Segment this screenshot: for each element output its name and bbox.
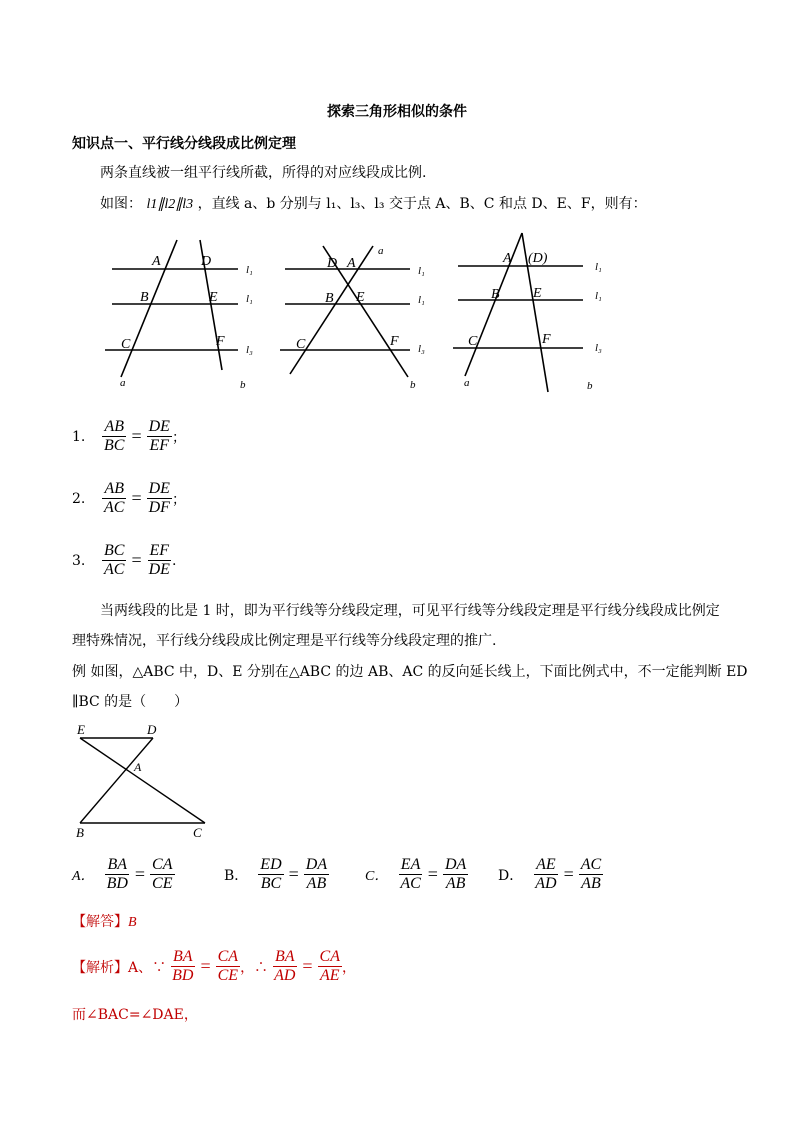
label-l3: l₃ bbox=[595, 342, 602, 354]
formula-2: 2. $\frac{AB}{AC}$ = $\frac{DE}{DF}$ ； bbox=[72, 480, 186, 516]
label-A: A bbox=[503, 251, 512, 266]
label-l2: l₁ bbox=[418, 294, 425, 306]
label-b: b bbox=[410, 379, 416, 391]
label-B: B bbox=[325, 291, 334, 306]
formula-3: 3. $\frac{BC}{AC}$ = $\frac{EF}{DE}$ . bbox=[72, 542, 177, 578]
label-l3: l₃ bbox=[418, 343, 425, 355]
label-F: F bbox=[216, 334, 225, 349]
analysis-tag: 【解析】 bbox=[72, 959, 128, 976]
formula-1: 1. $\frac{AB}{BC}$ = $\frac{DE}{EF}$ ； bbox=[72, 418, 186, 454]
label-D: D bbox=[201, 254, 212, 269]
example-line-1: 例 如图，△ABC 中，D、E 分别在△ABC 的边 AB、AC 的反向延长线上，下面比例式中，不一定能判断 ED bbox=[72, 664, 748, 680]
figure-intro-prefix: 如图： bbox=[100, 196, 142, 212]
label-F: F bbox=[542, 332, 551, 347]
analysis-prefix: A、∵ bbox=[128, 959, 167, 976]
label-B: B bbox=[491, 287, 500, 302]
label-l2: l₁ bbox=[595, 290, 602, 302]
example-label-A: A bbox=[134, 760, 142, 774]
page-title: 探索三角形相似的条件 bbox=[327, 104, 467, 120]
formula-number: 2. bbox=[72, 490, 86, 507]
label-E: E bbox=[533, 286, 542, 301]
fraction: $\frac{AB}{AC}$ bbox=[104, 480, 125, 516]
label-a: a bbox=[464, 377, 470, 389]
option-a: A． $\frac{BA}{BD}$ = $\frac{CA}{CE}$ bbox=[72, 856, 173, 892]
label-E: E bbox=[356, 290, 365, 305]
label-l3: l₃ bbox=[246, 344, 253, 356]
label-b: b bbox=[240, 379, 246, 391]
label-C: C bbox=[296, 337, 306, 352]
label-C: C bbox=[468, 334, 478, 349]
answer-line bbox=[72, 912, 137, 933]
section-heading: 知识点一、平行线分线段成比例定理 bbox=[72, 136, 296, 152]
example-label-C: C bbox=[193, 825, 202, 840]
example-label-B: B bbox=[76, 825, 84, 840]
fraction: $\frac{BC}{AC}$ bbox=[104, 542, 125, 578]
label-a: a bbox=[120, 377, 126, 389]
option-c: C． $\frac{EA}{AC}$ = $\frac{DA}{AB}$ bbox=[365, 856, 467, 892]
option-b: B． $\frac{ED}{BC}$ = $\frac{DA}{AB}$ bbox=[224, 856, 328, 892]
example-line-2: ∥BC 的是（ ） bbox=[72, 694, 189, 710]
example-label-E: E bbox=[77, 722, 85, 737]
label-F: F bbox=[390, 334, 399, 349]
label-A: A bbox=[347, 256, 356, 271]
fraction: $\frac{EF}{DE}$ bbox=[148, 542, 170, 578]
fraction: $\frac{DE}{EF}$ bbox=[148, 418, 170, 454]
option-d: D． $\frac{AE}{AD}$ = $\frac{AC}{AB}$ bbox=[498, 856, 602, 892]
intro-text: 两条直线被一组平行线所截，所得的对应线段成比例. bbox=[100, 165, 427, 181]
label-a: a bbox=[378, 245, 384, 257]
figure-intro-rest: ，直线 a、b 分别与 l₁、l₃、l₃ 交于点 A、B、C 和点 D、E、F，则有： bbox=[197, 196, 647, 212]
formula-number: 1. bbox=[72, 428, 86, 445]
label-l2: l₁ bbox=[246, 293, 253, 305]
label-b: b bbox=[587, 380, 593, 392]
label-l1: l₁ bbox=[246, 264, 253, 276]
figure-intro-cond: l1∥l2∥l3 bbox=[146, 197, 194, 212]
label-B: B bbox=[140, 290, 149, 305]
answer-value: B bbox=[128, 915, 137, 930]
formula-number: 3. bbox=[72, 552, 86, 569]
example-label-D: D bbox=[147, 722, 157, 737]
label-l1: l₁ bbox=[595, 261, 602, 273]
fraction: $\frac{DE}{DF}$ bbox=[148, 480, 170, 516]
analysis-line: 【解析】 A、∵ $\frac{BA}{BD}$ = $\frac{CA}{CE}$ ，∴ $\frac{BA}{AD}$ = $\frac{CA}{AE}$ ， bbox=[72, 948, 356, 984]
remark-line-1: 当两线段的比是 1 时，即为平行线等分线段定理，可见平行线等分线段定理是平行线分线段成比例定 bbox=[100, 603, 720, 619]
label-l1: l₁ bbox=[418, 265, 425, 277]
label-A: A bbox=[152, 254, 161, 269]
remark-line-2: 理特殊情况，平行线分线段成比例定理是平行线等分线段定理的推广. bbox=[72, 633, 497, 649]
label-E: E bbox=[209, 290, 218, 305]
label-C: C bbox=[121, 337, 131, 352]
label-D: D bbox=[327, 256, 338, 271]
fraction: $\frac{AB}{BC}$ bbox=[104, 418, 125, 454]
answer-tag: 【解答】 bbox=[72, 914, 128, 930]
analysis-last-line: 而∠BAC=∠DAE， bbox=[72, 1007, 198, 1023]
label-D-paren: (D) bbox=[528, 251, 548, 266]
